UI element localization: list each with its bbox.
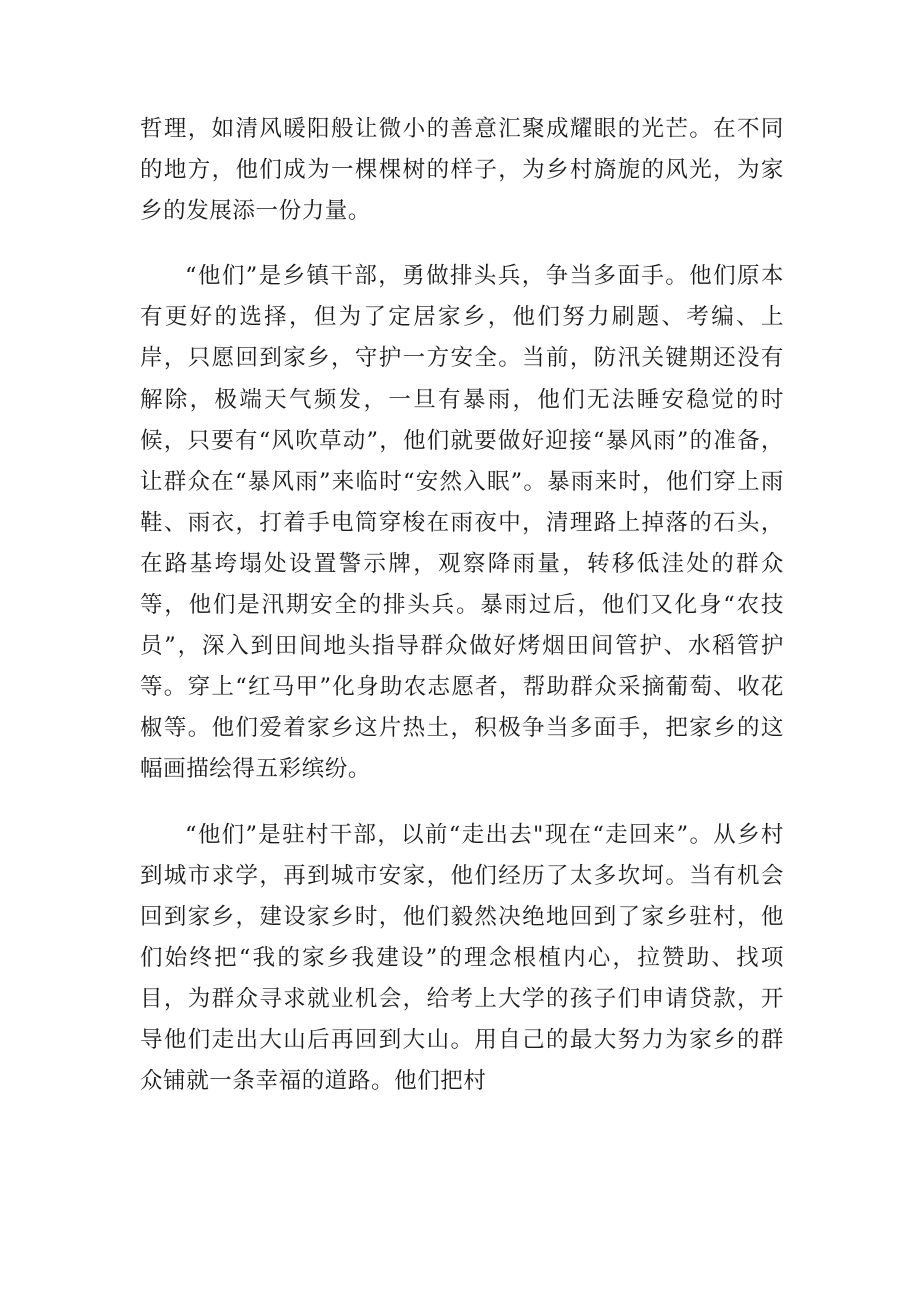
paragraph-3: “他们”是驻村干部，以前“走出去"现在“走回来”。从乡村到城市求学，再到城市安家，他们经历了太多坎坷。当有机会回到家乡，建设家乡时，他们毅然决绝地回到了家乡驻村，他们始终把“我的家乡我建设”的理念根植内心，拉赞助、找项目，为群众寻求就业机会，给考上大学的孩子们申请贷款，开导他们走出大山后再回到大山。用自己的最大努力为家乡的群众铺就一条幸福的道路。他们把村 (140, 821, 784, 1095)
paragraph-1: 哲理，如清风暖阳般让微小的善意汇聚成耀眼的光芒。在不同的地方，他们成为一棵棵树的样子，为乡村旖旎的风光，为家乡的发展添一份力量。 (140, 116, 784, 225)
paragraph-2: “他们”是乡镇干部，勇做排头兵，争当多面手。他们原本有更好的选择，但为了定居家乡，他们努力刷题、考编、上岸，只愿回到家乡，守护一方安全。当前，防汛关键期还没有解除，极端天气频发，一旦有暴雨，他们无法睡安稳觉的时候，只要有“风吹草动”，他们就要做好迎接“暴风雨”的准备，让群众在“暴风雨”来临时“安然入眠”。暴雨来时，他们穿上雨鞋、雨衣，打着手电筒穿梭在雨夜中，清理路上掉落的石头，在路基垮塌处设置警示牌，观察降雨量，转移低洼处的群众等，他们是汛期安全的排头兵。暴雨过后，他们又化身“农技员”，深入到田间地头指导群众做好烤烟田间管护、水稻管护等。穿上“红马甲”化身助农志愿者，帮助群众采摘葡萄、收花椒等。他们爱着家乡这片热土，积极争当多面手，把家乡的这幅画描绘得五彩缤纷。 (140, 263, 784, 783)
document-body (140, 109, 784, 1102)
